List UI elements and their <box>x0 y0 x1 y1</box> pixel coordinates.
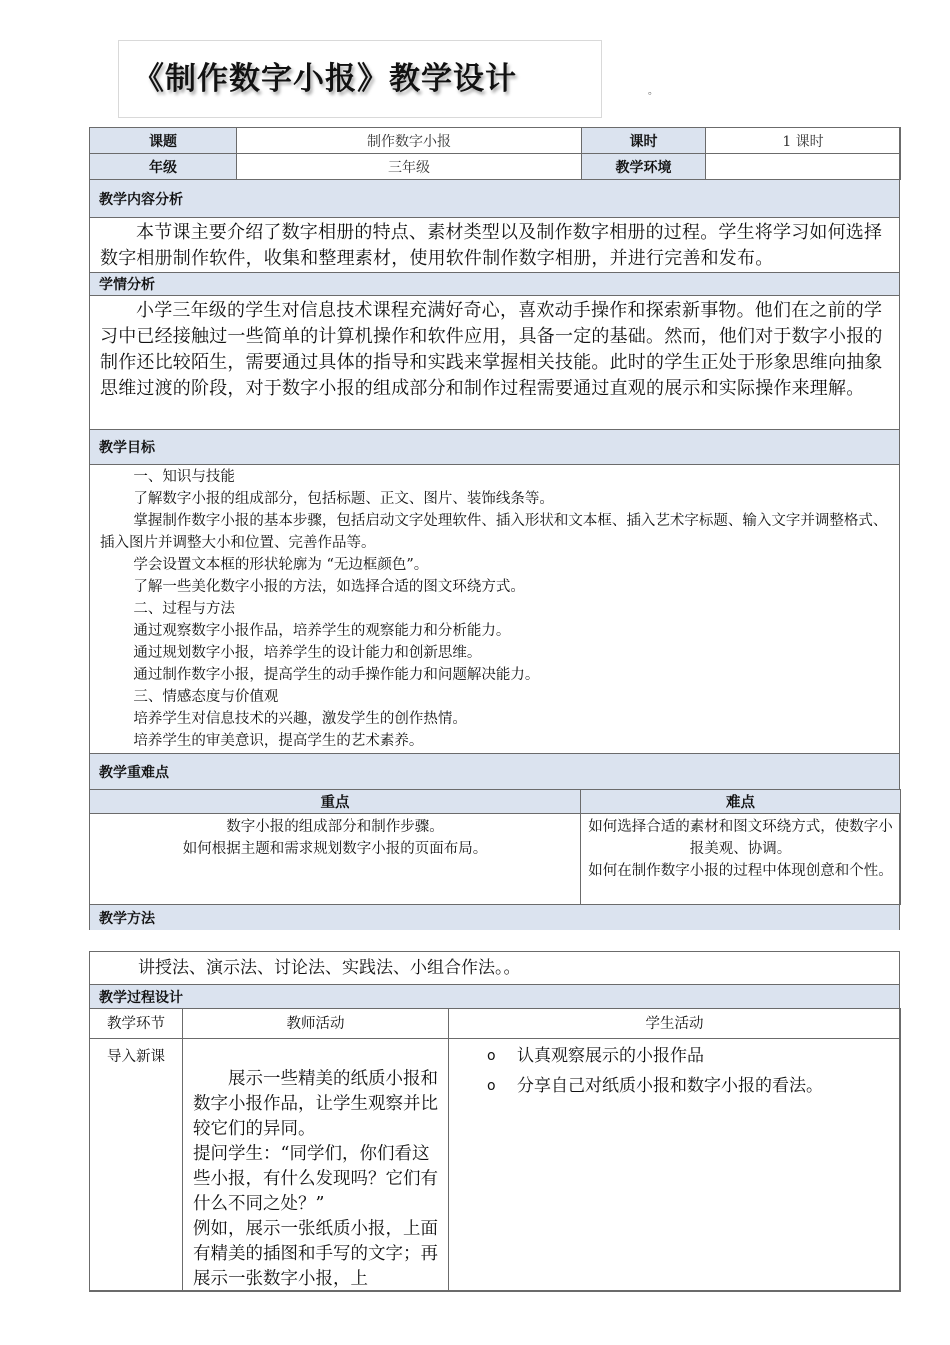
objective-line: 通过制作数字小报，提高学生的动手操作能力和问题解决能力。 <box>133 667 540 683</box>
topic-label: 课题 <box>89 127 237 154</box>
content-analysis-heading: 教学内容分析 <box>90 179 899 218</box>
hours-value: 1 课时 <box>705 127 901 154</box>
lesson-process-table <box>89 951 900 1291</box>
difficulty-item: 如何在制作数字小报的过程中体现创意和个性。 <box>588 863 893 879</box>
key-points-label: 重点 <box>89 789 581 814</box>
student-activity-text: 分享自己对纸质小报和数字小报的看法。 <box>517 1076 823 1096</box>
topic-value: 制作数字小报 <box>236 127 582 154</box>
objective-line: 了解一些美化数字小报的方法，如选择合适的图文环绕方式。 <box>133 579 525 595</box>
grade-label: 年级 <box>89 153 237 180</box>
col-student-header: 学生活动 <box>448 1008 901 1039</box>
key-point-item: 数字小报的组成部分和制作步骤。 <box>226 819 444 835</box>
objective-line: 通过规划数字小报，培养学生的设计能力和创新思维。 <box>133 645 482 661</box>
document-title: 《制作数字小报》教学设计 <box>133 61 517 97</box>
title-mark: 。 <box>648 86 658 97</box>
env-label: 教学环境 <box>581 153 706 180</box>
objective-line: 了解数字小报的组成部分，包括标题、正文、图片、装饰线条等。 <box>133 491 554 507</box>
teacher-activity-cell <box>182 1038 449 1292</box>
objective-line: 掌握制作数字小报的基本步骤，包括启动文字处理软件、插入形状和文本框、插入艺术字标题、输入文字并调整格式、插入图片并调整大小和位置、完善作品等。 <box>100 513 888 551</box>
student-activity-text: 认真观察展示的小报作品 <box>517 1046 704 1066</box>
objective-line: 学会设置文本框的形状轮廓为 “无边框颜色”。 <box>133 557 429 573</box>
student-analysis-text: 小学三年级的学生对信息技术课程充满好奇心，喜欢动手操作和探索新事物。他们在之前的学习中已经接触过一些简单的计算机操作和软件应用，具备一定的基础。然而，他们对于数字小报的制作还比较陌生，需要通过具体的指导和实践来掌握相关技能。此时的学生正处于形象思维向抽象思维过渡的阶段，对于数字小报的组成部分和制作过程需要通过直观的展示和实际操作来理解。 <box>100 300 883 399</box>
grade-value: 三年级 <box>236 153 582 180</box>
teacher-activity-line: 例如，展示一张纸质小报，上面有精美的插图和手写的文字；再展示一张数字小报，上 <box>193 1219 438 1289</box>
key-points-cell <box>89 813 581 905</box>
teacher-activity-line: 展示一些精美的纸质小报和数字小报作品，让学生观察并比较它们的异同。 <box>193 1069 438 1139</box>
objectives-list <box>100 466 890 752</box>
bullet-icon: o <box>487 1078 496 1094</box>
objective-line: 三、情感态度与价值观 <box>133 689 279 705</box>
objective-line: 培养学生对信息技术的兴趣，激发学生的创作热情。 <box>133 711 467 727</box>
difficulties-label: 难点 <box>580 789 901 814</box>
hours-label: 课时 <box>581 127 706 154</box>
stage-cell: 导入新课 <box>89 1038 183 1292</box>
env-value <box>705 153 901 180</box>
student-activity-item <box>487 1041 900 1071</box>
key-point-item: 如何根据主题和需求规划数字小报的页面布局。 <box>182 841 488 857</box>
student-activity-item <box>487 1071 900 1101</box>
student-activity-cell <box>448 1038 901 1292</box>
teacher-activity-line: 提问学生：“同学们，你们看这些小报，有什么发现吗？它们有什么不同之处？” <box>193 1144 438 1214</box>
bullet-icon: o <box>487 1048 496 1064</box>
methods-text: 讲授法、演示法、讨论法、实践法、小组合作法。。 <box>138 958 521 978</box>
objective-line: 培养学生的审美意识，提高学生的艺术素养。 <box>133 733 424 749</box>
objective-line: 二、过程与方法 <box>133 601 235 617</box>
col-teacher-header: 教师活动 <box>182 1008 449 1039</box>
content-analysis-text: 本节课主要介绍了数字相册的特点、素材类型以及制作数字相册的过程。学生将学习如何选择数字相册制作软件，收集和整理素材，使用软件制作数字相册，并进行完善和发布。 <box>100 222 883 269</box>
process-heading: 教学过程设计 <box>90 984 899 1009</box>
methods-heading: 教学方法 <box>90 904 899 930</box>
key-points-heading: 教学重难点 <box>90 753 899 790</box>
objective-line: 通过观察数字小报作品，培养学生的观察能力和分析能力。 <box>133 623 511 639</box>
document-title-box <box>118 40 602 118</box>
col-stage-header: 教学环节 <box>89 1008 183 1039</box>
lesson-plan-table <box>89 127 900 930</box>
difficulties-cell <box>580 813 901 905</box>
difficulty-item: 如何选择合适的素材和图文环绕方式，使数字小报美观、协调。 <box>588 819 893 857</box>
student-analysis-heading: 学情分析 <box>90 272 899 296</box>
objectives-heading: 教学目标 <box>90 429 899 465</box>
objective-line: 一、知识与技能 <box>133 469 235 485</box>
